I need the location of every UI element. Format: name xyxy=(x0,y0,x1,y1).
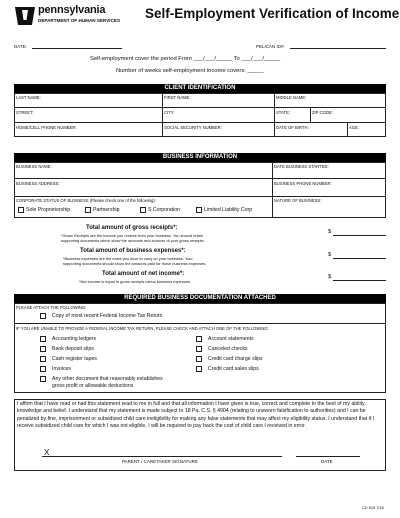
credit-card-charge-slips-label: Credit card charge slips xyxy=(208,356,263,362)
pelican-id-field[interactable] xyxy=(290,48,386,49)
other-document-label-2: gross profit or allowable deductions xyxy=(52,383,134,389)
middle-name-label[interactable]: MIDDLE NAME: xyxy=(276,95,307,100)
partnership-label: Partnership xyxy=(93,207,120,213)
bank-deposit-slips-checkbox[interactable] xyxy=(40,346,46,352)
canceled-checks-checkbox[interactable] xyxy=(196,346,202,352)
affirmation-text: I affirm that I have read or had this statement read to me in full and that all information I have given is true, correct and complete to the best of my ability, knowledge and belief. I understand that my statement is made subject to 18 Pa. C.S. § 4904 (relating to unsworn falsification to authorities) and I can be penalized by fine, imprisonment or subsidized child care ineligibility for making any false statements that may affect my eligibility status. I understand that if I receive subsidized child care for which I was not eligible, I will be required to pay back the cost of child care I received in error. xyxy=(17,401,375,430)
other-document-checkbox[interactable] xyxy=(40,376,46,382)
city-label[interactable]: CITY: xyxy=(164,110,175,115)
phone-label[interactable]: HOME/CELL PHONE NUMBER: xyxy=(16,125,77,130)
canceled-checks-label: Canceled checks xyxy=(208,346,248,352)
net-income-note: *Net income is equal to gross receipts minus business expenses. xyxy=(79,279,192,284)
sole-proprietorship-label: Sole Proprietorship xyxy=(26,207,71,213)
credit-card-sales-slips-checkbox[interactable] xyxy=(196,366,202,372)
tax-return-checkbox[interactable] xyxy=(40,313,46,319)
documentation-heading: REQUIRED BUSINESS DOCUMENTATION ATTACHED xyxy=(14,294,386,303)
row-divider xyxy=(14,122,386,123)
zip-code-label[interactable]: ZIP CODE: xyxy=(312,110,333,115)
invoices-checkbox[interactable] xyxy=(40,366,46,372)
unable-to-provide-label: IF YOU ARE UNABLE TO PROVIDE A FEDERAL INCOME TAX RETURN, PLEASE CHECK AND ATTACH ONE OF THE FOLLOWING: xyxy=(16,326,269,331)
llc-checkbox[interactable] xyxy=(196,207,202,213)
signature-date-field[interactable] xyxy=(296,456,360,457)
gross-receipts-title: Total amount of gross receipts*: xyxy=(86,225,178,231)
partnership-checkbox[interactable] xyxy=(85,207,91,213)
invoices-label: Invoices xyxy=(52,366,72,372)
col-divider xyxy=(272,162,273,218)
s-corporation-checkbox[interactable] xyxy=(140,207,146,213)
pelican-id-label: PELICAN ID#: xyxy=(256,44,285,49)
client-identification-table xyxy=(14,93,386,137)
signature-label: PARENT / CARETAKER SIGNATURE xyxy=(122,459,198,464)
signature-field[interactable] xyxy=(42,456,282,457)
business-expenses-note-1: *Business expenses are the costs you incur to carry on your business. Your xyxy=(63,256,193,261)
logo-name: pennsylvania xyxy=(38,4,106,16)
tax-return-label: Copy of most recent Federal Income Tax Return xyxy=(52,313,163,319)
row-divider xyxy=(14,196,386,197)
corporate-status-label: CORPORATE STATUS OF BUSINESS (Please check one of the following): xyxy=(16,198,156,203)
gross-receipts-note-1: *Gross Receipts are the income you receive from your business. You should retain xyxy=(61,233,203,238)
net-income-field[interactable] xyxy=(333,280,386,281)
last-name-label[interactable]: LAST NAME: xyxy=(16,95,41,100)
client-identification-heading: CLIENT IDENTIFICATION xyxy=(14,84,386,93)
ssn-label[interactable]: SOCIAL SECURITY NUMBER: xyxy=(164,125,222,130)
first-name-label[interactable]: FIRST NAME: xyxy=(164,95,191,100)
col-divider xyxy=(347,122,348,137)
attach-following-label: PLEASE ATTACH THE FOLLOWING: xyxy=(16,305,87,310)
street-label[interactable]: STREET: xyxy=(16,110,34,115)
net-income-title: Total amount of net income*: xyxy=(102,271,185,277)
business-expenses-field[interactable] xyxy=(333,258,386,259)
dhs-logo xyxy=(14,4,121,30)
accounting-ledgers-checkbox[interactable] xyxy=(40,336,46,342)
s-corporation-label: S Corporation xyxy=(148,207,181,213)
page-title: Self-Employment Verification of Income xyxy=(145,6,400,21)
period-label: Self-employment cover the period From xyxy=(90,56,192,62)
weeks-row[interactable]: Number of weeks self-employment income covers: _____ xyxy=(116,68,264,74)
period-from-field[interactable]: ___/___/_____ xyxy=(193,56,233,62)
cash-register-tapes-label: Cash register tapes xyxy=(52,356,97,362)
credit-card-sales-slips-label: Credit card sales slips xyxy=(208,366,259,372)
signature-date-label: DATE xyxy=(321,459,333,464)
llc-label: Limited Liability Corp xyxy=(204,207,253,213)
col-divider xyxy=(162,93,163,137)
col-divider xyxy=(310,107,311,122)
date-label: DATE: xyxy=(14,44,27,49)
cash-register-tapes-checkbox[interactable] xyxy=(40,356,46,362)
accounting-ledgers-label: Accounting ledgers xyxy=(52,336,97,342)
date-business-started-label[interactable]: DATE BUSINESS STARTED: xyxy=(274,164,329,169)
other-document-label-1: Any other document that reasonably establishes xyxy=(52,376,163,382)
period-row xyxy=(90,56,280,62)
row-divider xyxy=(14,178,386,179)
signature-x-mark: X xyxy=(44,448,50,457)
gross-receipts-field[interactable] xyxy=(333,235,386,236)
period-to-field[interactable]: ___/___/_____ xyxy=(241,56,281,62)
keystone-icon xyxy=(14,6,36,26)
gross-currency-symbol: $ xyxy=(328,229,332,235)
gross-receipts-note-2: supporting documents which show the amounts and sources of your gross receipts. xyxy=(61,238,205,243)
business-name-label[interactable]: BUSINESS NAME: xyxy=(16,164,52,169)
date-field[interactable] xyxy=(32,48,122,49)
col-divider xyxy=(274,93,275,137)
logo-department: DEPARTMENT OF HUMAN SERVICES xyxy=(38,18,121,23)
net-currency-symbol: $ xyxy=(328,274,332,280)
credit-card-charge-slips-checkbox[interactable] xyxy=(196,356,202,362)
state-label[interactable]: STATE: xyxy=(276,110,291,115)
expenses-currency-symbol: $ xyxy=(328,252,332,258)
age-label[interactable]: AGE: xyxy=(349,125,360,130)
sole-proprietorship-checkbox[interactable] xyxy=(18,207,24,213)
account-statements-checkbox[interactable] xyxy=(196,336,202,342)
bank-deposit-slips-label: Bank deposit slips xyxy=(52,346,94,352)
business-information-heading: BUSINESS INFORMATION xyxy=(14,153,386,162)
row-divider xyxy=(14,323,386,324)
form-code: CD 519 7/16 xyxy=(362,505,384,510)
business-phone-label[interactable]: BUSINESS PHONE NUMBER: xyxy=(274,181,332,186)
business-address-label[interactable]: BUSINESS ADDRESS: xyxy=(16,181,60,186)
business-expenses-title: Total amount of business expenses*: xyxy=(80,248,186,254)
dob-label[interactable]: DATE OF BIRTH: xyxy=(276,125,309,130)
business-expenses-note-2: supporting documents should show the amounts paid for those business expenses. xyxy=(63,261,207,266)
account-statements-label: Account statements xyxy=(208,336,254,342)
row-divider xyxy=(14,107,386,108)
nature-of-business-label[interactable]: NATURE OF BUSINESS: xyxy=(274,198,322,203)
period-to-label: To xyxy=(233,56,240,62)
